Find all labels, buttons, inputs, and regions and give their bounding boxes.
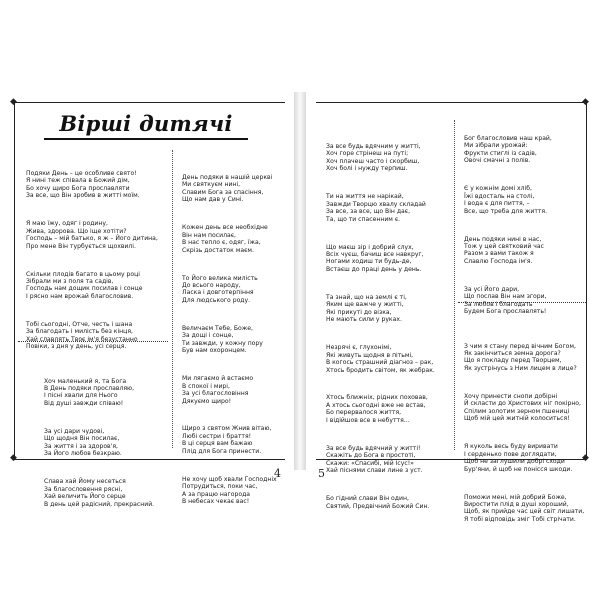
stanza: Тобі сьогодні, Отче, честь і шана За благодать і милість без кінця, Хай славлять Твоє ім'я безустанно Повіки, з дня у день, усі серця. bbox=[26, 320, 138, 351]
right-page bbox=[306, 92, 596, 523]
stanza: Є у кожнім домі хліб, Їжі вдосталь на столі, І вода є для пиття, – Все, що треба для життя. bbox=[464, 185, 548, 215]
stanza: Кожен день все необхідне Він нам посилає, В нас тепло є, одяг, їжа, Скрізь достаток маєм. bbox=[182, 224, 268, 254]
stanza: Поможи мені, мій добрий Боже, Виростити плід в душі хороший, Щоб, як прийде час цей світ лишати, Я тобі відповідь зміг Тобі стрічати. bbox=[464, 493, 585, 523]
book-spine bbox=[294, 92, 306, 470]
stanza: Та знай, що на землі є ті, Яким ще важче у житті, Які прикуті до візка, Не мають сили у руках. bbox=[326, 293, 407, 324]
section-separator bbox=[458, 302, 586, 303]
corner-ornament-icon: ◆ bbox=[10, 453, 17, 463]
stanza: За усі Його дари, Що послав Він нам згори, За любов і благодать Будем Бога прославлять! bbox=[464, 285, 547, 316]
section-separator bbox=[18, 341, 168, 342]
stanza: День подяки в нашій церкві Ми святкуєм нині, Славим Бога за спасіння, Що нам дав у Сині. bbox=[182, 173, 273, 204]
stanza: Хоч маленький я, та Бога В День подяки прославляю, І пісні хвали для Нього Від душі завжди співаю! bbox=[44, 377, 135, 407]
corner-ornament-icon: ◆ bbox=[10, 97, 17, 107]
stanza: Я маю їжу, одяг і родину, Жива, здорова. Що іще хотіти? Господь – мій батько, я ж – Його дитина, Про мене Він турбується щохвилі. bbox=[26, 220, 158, 250]
stanza: Ми лягаємо й встаємо В спокої і мирі, За усі благословіння Дякуємо щиро! bbox=[182, 375, 254, 405]
stanza: З чим я стану перед вічним Богом, Як закінчиться земна дорога? Що я покладу перед Творцем, Як зустрінусь з Ним лицем в лице? bbox=[464, 342, 577, 372]
corner-ornament-icon: ◆ bbox=[582, 453, 589, 463]
stanza: Бо гідний слави Він один, Святий, Предвічний Божий Син. bbox=[326, 495, 430, 510]
page-number: 4 bbox=[274, 467, 281, 480]
stanza: Ти на життя не нарікай, Завжди Творцю хвалу складай За все, за все, що Він дає, Та, що ти спасенним є. bbox=[326, 193, 426, 223]
stanza: Не хочу щоб хвали Господніх Потрудиться, поки час, А за працю нагорода В небесах чекає вас! bbox=[182, 475, 277, 506]
right-column-poems bbox=[182, 159, 277, 526]
stanza: Слава хай Йому несеться За благословення рясні, Хай величить Його серце В день цей радісний, прекрасний. bbox=[44, 478, 155, 508]
title-underline bbox=[44, 138, 248, 140]
stanza: То Його велика милість До всього народу, Ласка і довготерпіння Для людського роду. bbox=[182, 274, 258, 304]
stanza: За все будь вдячний у житті! Скажіть до Бога в простоті, Скажи: «Спасибі, мій Ісус!» Хай піснями слави лине з уст. bbox=[326, 444, 423, 475]
stanza: Я куколь весь буду виривати І серденько пове доглядати, Щоб не заглушили добрі сходи Бур'яни, й щоб не понісся шкоди. bbox=[464, 443, 573, 473]
stanza: Подяки День – це особливе свято! Я нині теж співала в Божий дім, Бо хочу щиро Бога прославляти За все, що Він зробив в житті моїм. bbox=[26, 169, 140, 200]
left-page bbox=[4, 92, 294, 508]
stanza: Хочу принести снопи добірні Й скласти до Христових ніг покірно, Спілим золотим зерном пшениці Щоб мій цей житній колоситься! bbox=[464, 392, 581, 423]
left-column-poems bbox=[326, 128, 435, 531]
stanza: Скільки плодів багато в цьому році Зібрали ми з поля та садів, Господь нам дощик посилав і сонце І рясно нам врожай благословив. bbox=[26, 270, 143, 300]
column-divider bbox=[454, 120, 455, 450]
stanza: День подяки нині в нас, Тож у цей святковий час Разом з вами також я Славлю Господа ім'я. bbox=[464, 235, 544, 265]
page-title: Вірші дитячі bbox=[59, 111, 233, 136]
stanza: За все будь вдячним у житті, Хоч горе стрінеш на путі; Хоч плачеш часто і скорбиш, Хоч болі і нужду терпиш. bbox=[326, 142, 421, 173]
stanza: Що маєш зір і добрий слух, Всіх чуєш, бачиш все навкруг, Ногами ходиш ти будь-де, Встаєш до праці день у день. bbox=[326, 243, 424, 273]
stanza: Величаєм Тебе, Боже, За дощі і сонце, Ти завжди, у кожну пору Був нам охоронцем. bbox=[182, 324, 263, 355]
stanza: Хтось ближніх, рідних поховав, А хтось сьогодні вже не встав, Бо перервалося життя, І відійшов все в небуття… bbox=[326, 394, 428, 424]
corner-ornament-icon: ◆ bbox=[582, 97, 589, 107]
stanza: Незрячі є, глухонімі, Які живуть щодня в пітьмі, В когось страшний діагноз – рак, Хтось бродить світом, як жебрак. bbox=[326, 344, 435, 374]
stanza: Бог благословив наш край, Ми зібрали урожай: Фрукти стиглі із садів, Овочі смачні з полів. bbox=[464, 134, 552, 165]
stanza: Щиро з святом Жнив вітаю, Любі сестри і браття! В ці серця вам бажаю Плід для Бога принести. bbox=[182, 425, 272, 455]
column-divider bbox=[172, 150, 173, 448]
right-column-poems bbox=[464, 120, 584, 544]
page-number: 5 bbox=[318, 467, 325, 480]
stanza: За усі дари чудові, Що щодня Він посилає, За життя і за здоров'я, За Його любов безкраю. bbox=[44, 427, 122, 458]
